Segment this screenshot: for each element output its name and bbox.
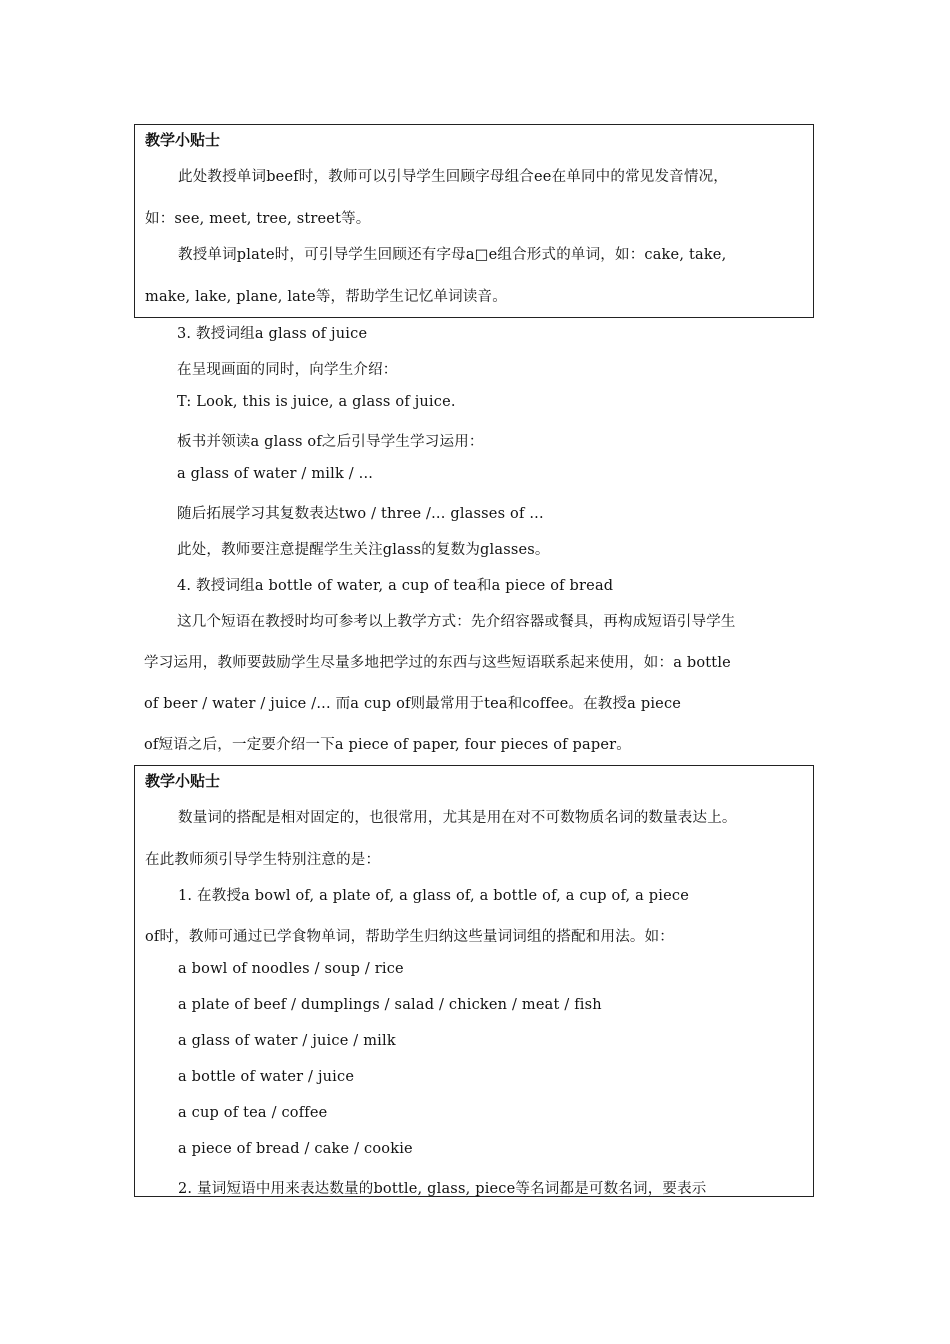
body-paragraph: 这几个短语在教授时均可参考以上教学方式：先介绍容器或餐具，再构成短语引导学生 — [177, 614, 736, 630]
example-line: a plate of beef / dumplings / salad / chicken / meat / fish — [178, 997, 602, 1013]
teaching-tip-box-1 — [134, 124, 814, 318]
tip-line: 此处教授单词beef时，教师可以引导学生回顾字母组合ee在单同中的常见发音情况， — [178, 169, 728, 185]
tip-line: make, lake, plane, late等，帮助学生记忆单词读音。 — [145, 289, 507, 305]
section-heading-4: 4. 教授词组a bottle of water, a cup of tea和a piece of bread — [177, 578, 614, 594]
section-heading-3: 3. 教授词组a glass of juice — [177, 326, 368, 342]
body-paragraph: 随后拓展学习其复数表达two / three /... glasses of ... — [177, 506, 544, 522]
tip-line: of时，教师可通过已学食物单词，帮助学生归纳这些量词词组的搭配和用法。如： — [145, 929, 674, 945]
tip-line: 1. 在教授a bowl of, a plate of, a glass of, a bottle of, a cup of, a piece — [178, 888, 690, 904]
body-paragraph: 板书并领读a glass of之后引导学生学习运用： — [177, 434, 484, 450]
body-paragraph: of短语之后，一定要介绍一下a piece of paper, four pieces of paper。 — [144, 737, 631, 753]
dialogue-line: T: Look, this is juice, a glass of juice. — [177, 394, 456, 410]
body-paragraph: 在呈现画面的同时，向学生介绍： — [177, 362, 398, 378]
body-paragraph: of beer / water / juice /... 而a cup of则最常用于tea和coffee。在教授a piece — [144, 696, 682, 712]
body-paragraph: 此处，教师要注意提醒学生关注glass的复数为glasses。 — [177, 542, 550, 558]
tip-title: 教学小贴士 — [145, 772, 221, 790]
example-line: a piece of bread / cake / cookie — [178, 1141, 413, 1157]
tip-line: 教授单词plate时，可引导学生回顾还有字母a□e组合形式的单词，如：cake, take, — [178, 247, 727, 263]
example-line: a bottle of water / juice — [178, 1069, 355, 1085]
example-line: a glass of water / milk / ... — [177, 466, 374, 482]
body-paragraph: 学习运用，教师要鼓励学生尽量多地把学过的东西与这些短语联系起来使用，如：a bottle — [144, 655, 731, 671]
tip-line: 在此教师须引导学生特别注意的是： — [145, 852, 381, 868]
example-line: a bowl of noodles / soup / rice — [178, 961, 404, 977]
tip-line: 数量词的搭配是相对固定的，也很常用，尤其是用在对不可数物质名词的数量表达上。 — [178, 810, 737, 826]
example-line: a cup of tea / coffee — [178, 1105, 328, 1121]
tip-line: 2. 量词短语中用来表达数量的bottle, glass, piece等名词都是可数名词，要表示 — [178, 1181, 707, 1197]
tip-line: 如：see, meet, tree, street等。 — [145, 211, 371, 227]
example-line: a glass of water / juice / milk — [178, 1033, 396, 1049]
teaching-tip-box-2 — [134, 765, 814, 1197]
tip-title: 教学小贴士 — [145, 131, 221, 149]
